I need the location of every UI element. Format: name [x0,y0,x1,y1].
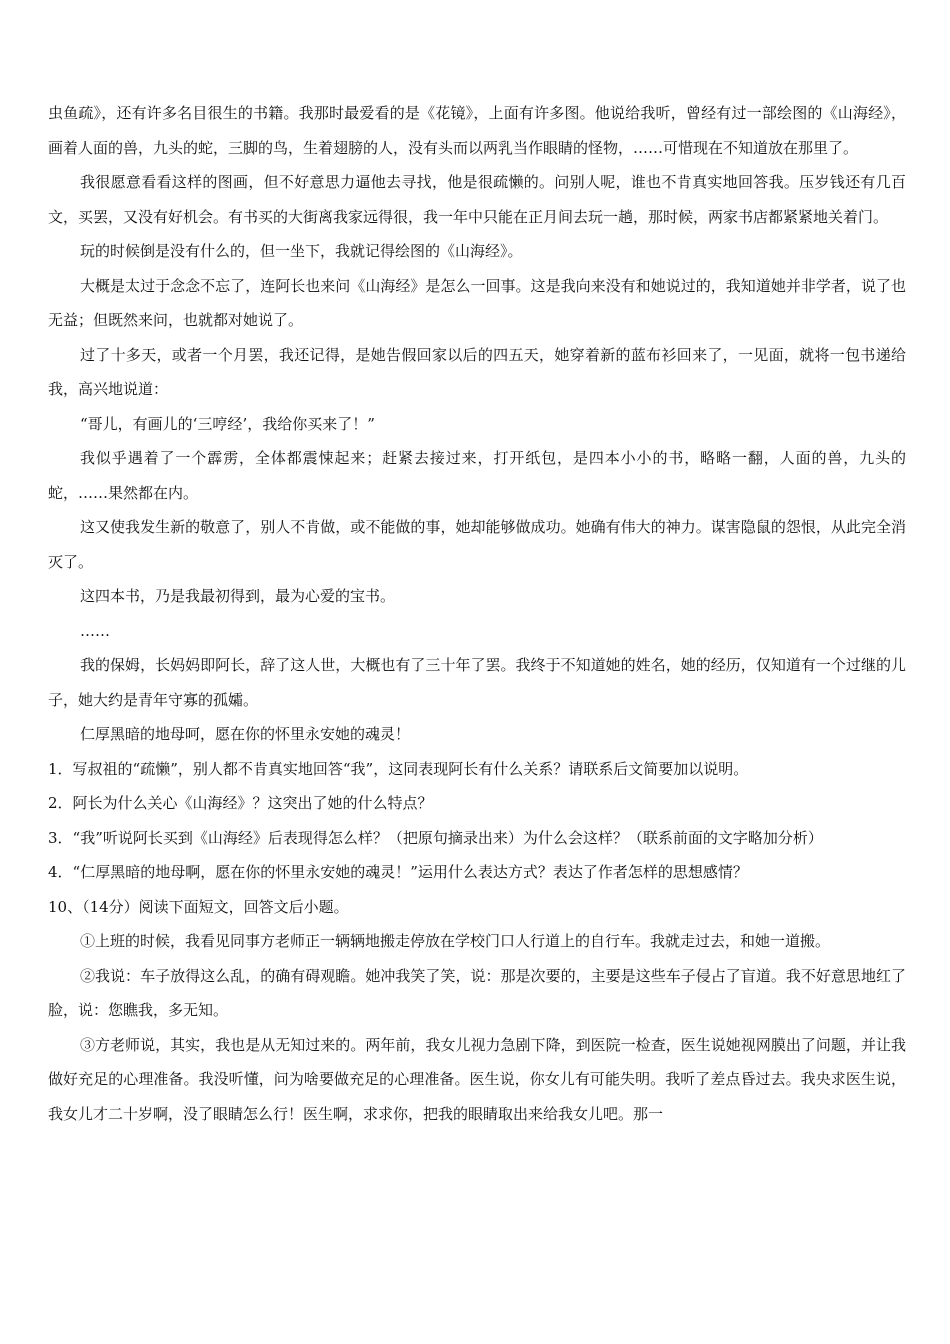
question-1: 1．写叔祖的“疏懒”，别人都不肯真实地回答“我”，这同表现阿长有什么关系？请联系后文简要加以说明。 [48,759,749,778]
question-3: 3．“我”听说阿长买到《山海经》后表现得怎么样？（把原句摘录出来）为什么会这样？（联系前面的文字略加分析） [48,828,823,847]
passage-paragraph-8: 这又使我发生新的敬意了，别人不肯做，或不能做的事，她却能够做成功。她确有伟大的神力。谋害隐鼠的怨恨，从此完全消灭了。 [48,518,906,571]
section-10-paragraph-2: ②我说：车子放得这么乱，的确有碍观瞻。她冲我笑了笑，说：那是次要的，主要是这些车子侵占了盲道。我不好意思地红了脸，说：您瞧我，多无知。 [48,966,906,1019]
passage-paragraph-1: 虫鱼疏》，还有许多名目很生的书籍。我那时最爱看的是《花镜》，上面有许多图。他说给我听，曾经有过一部绘图的《山海经》，画着人面的兽，九头的蛇，三脚的鸟，生着翅膀的人，没有头而以两乳当作眼睛的怪物，……可惜现在不知道放在那里了。 [48,104,906,157]
document-page [48,96,906,1131]
passage-paragraph-5: 过了十多天，或者一个月罢，我还记得，是她告假回家以后的四五天，她穿着新的蓝布衫回来了，一见面，就将一包书递给我，高兴地说道： [48,345,906,398]
passage-quote: “哥儿，有画儿的‘三哼经’，我给你买来了！” [80,414,375,433]
passage-paragraph-7: 我似乎遇着了一个霹雳，全体都震悚起来；赶紧去接过来，打开纸包，是四本小小的书，略略一翻，人面的兽，九头的蛇，……果然都在内。 [48,449,906,502]
question-4: 4．“仁厚黑暗的地母啊，愿在你的怀里永安她的魂灵！”运用什么表达方式？表达了作者怎样的思想感情？ [48,863,748,881]
section-10-paragraph-1: ①上班的时候，我看见同事方老师正一辆辆地搬走停放在学校门口人行道上的自行车。我就走过去，和她一道搬。 [80,932,831,950]
passage-paragraph-3: 玩的时候倒是没有什么的，但一坐下，我就记得绘图的《山海经》。 [80,242,523,260]
section-10-paragraph-3: ③方老师说，其实，我也是从无知过来的。两年前，我女儿视力急剧下降，到医院一检查，医生说她视网膜出了问题，并让我做好充足的心理准备。我没听懂，问为啥要做充足的心理准备。医生说，你女儿有可能失明。我听了差点昏过去。我央求医生说，我女儿才二十岁啊，没了眼睛怎么行！医生啊，求求你，把我的眼睛取出来给我女儿吧。那一 [48,1035,906,1123]
section-10-heading: 10、（14分）阅读下面短文，回答文后小题。 [48,897,349,916]
passage-paragraph-2: 我很愿意看看这样的图画，但不好意思力逼他去寻找，他是很疏懒的。问别人呢，谁也不肯真实地回答我。压岁钱还有几百文，买罢，又没有好机会。有书买的大街离我家远得很，我一年中只能在正月间去玩一趟，那时候，两家书店都紧紧地关着门。 [48,173,906,226]
question-2: 2．阿长为什么关心《山海经》？这突出了她的什么特点？ [48,794,433,812]
passage-paragraph-11: 我的保姆，长妈妈即阿长，辞了这人世，大概也有了三十年了罢。我终于不知道她的姓名，她的经历，仅知道有一个过继的儿子，她大约是青年守寡的孤孀。 [48,656,906,709]
passage-ellipsis: …… [80,621,110,640]
passage-paragraph-12: 仁厚黑暗的地母呵，愿在你的怀里永安她的魂灵！ [80,725,411,743]
passage-paragraph-4: 大概是太过于念念不忘了，连阿长也来问《山海经》是怎么一回事。这是我向来没有和她说过的，我知道她并非学者，说了也无益；但既然来问，也就都对她说了。 [48,276,906,329]
passage-paragraph-9: 这四本书，乃是我最初得到，最为心爱的宝书。 [80,587,396,605]
